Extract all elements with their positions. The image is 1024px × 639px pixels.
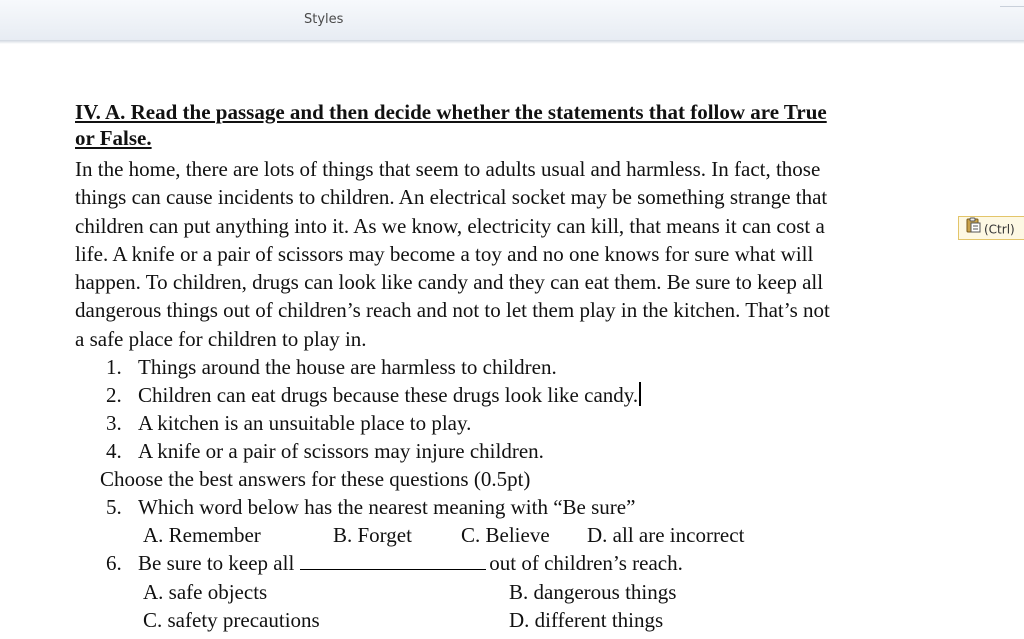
- question-text: Which word below has the nearest meaning with “Be sure”: [138, 495, 636, 519]
- document-page[interactable]: [0, 44, 1024, 639]
- statement-number: 1.: [106, 355, 122, 379]
- paste-options-label: (Ctrl): [984, 222, 1015, 237]
- ribbon-divider: [1000, 0, 1024, 7]
- q6-option-d: D. different things: [509, 608, 664, 632]
- question-text-after: out of children’s reach.: [489, 551, 683, 575]
- statement-4: [106, 437, 544, 465]
- paste-options-button[interactable]: [958, 216, 1024, 240]
- question-number: 5.: [106, 495, 122, 519]
- passage-line: a safe place for children to play in.: [75, 326, 367, 351]
- choose-instruction: Choose the best answers for these questions (0.5pt): [100, 467, 531, 491]
- passage-line: In the home, there are lots of things that seem to adults usual and harmless. In fact, those: [75, 157, 821, 181]
- statement-text: Children can eat drugs because these drugs look like candy.: [138, 383, 639, 407]
- answer-blank: [300, 551, 486, 570]
- question-number: 6.: [106, 551, 122, 575]
- statement-number: 3.: [106, 411, 122, 435]
- clipboard-icon: [965, 217, 981, 241]
- q5-option-b: B. Forget: [333, 523, 412, 547]
- passage-line: things can cause incidents to children. An electrical socket may be something strange that: [75, 185, 828, 210]
- reading-passage: [75, 155, 965, 353]
- passage-line: dangerous things out of children’s reach and not to let them play in the kitchen. That’s not: [75, 298, 830, 323]
- q6-option-b: B. dangerous things: [509, 580, 677, 604]
- question-6: [106, 549, 683, 577]
- q6-option-a: A. safe objects: [143, 580, 268, 604]
- statement-1: [106, 353, 557, 381]
- q5-option-d: D. all are incorrect: [587, 523, 745, 547]
- statement-number: 2.: [106, 383, 122, 407]
- statement-text: Things around the house are harmless to children.: [138, 355, 557, 379]
- statement-text: A knife or a pair of scissors may injure children.: [138, 439, 544, 463]
- q5-option-a: A. Remember: [143, 523, 261, 547]
- styles-group-label[interactable]: Styles: [304, 12, 344, 27]
- statement-text: A kitchen is an unsuitable place to play.: [138, 411, 472, 435]
- question-text-before: Be sure to keep all: [138, 551, 295, 575]
- passage-line: life. A knife or a pair of scissors may become a toy and no one knows for sure what will: [75, 241, 814, 266]
- q6-option-c: C. safety precautions: [143, 608, 320, 632]
- question-5: [106, 493, 635, 521]
- heading-line-1: IV. A. Read the passage and then decide whether the statements that follow are True: [75, 100, 827, 124]
- statement-number: 4.: [106, 439, 122, 463]
- passage-line: children can put anything into it. As we know, electricity can kill, that means it can cost a: [75, 213, 825, 238]
- statement-2: [106, 381, 641, 409]
- q5-option-c: C. Believe: [461, 523, 550, 547]
- statement-3: [106, 409, 471, 437]
- heading-line-2: or False.: [75, 126, 152, 150]
- section-heading: [75, 99, 975, 151]
- text-cursor: [639, 382, 641, 406]
- ribbon: [0, 0, 1024, 41]
- passage-line: happen. To children, drugs can look like candy and they can eat them. Be sure to keep all: [75, 270, 824, 295]
